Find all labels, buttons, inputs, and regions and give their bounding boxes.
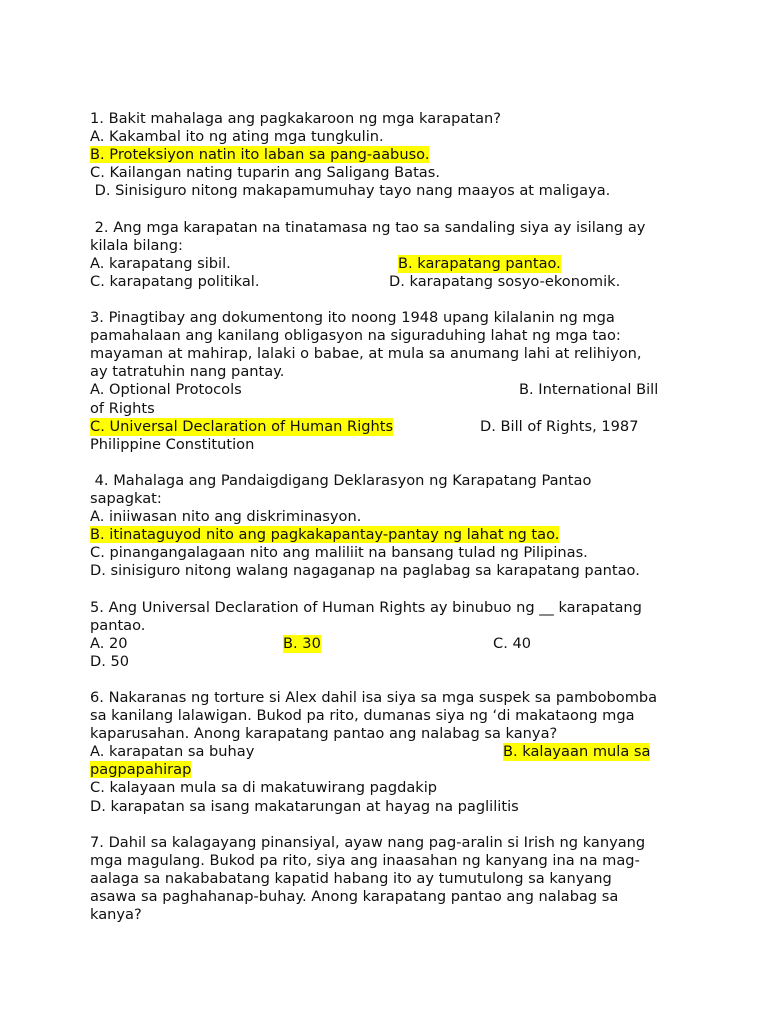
q2-options-cd: [90, 273, 690, 291]
q3-option-d-cont: Philippine Constitution: [90, 435, 255, 453]
q6-stem-line-1: 6. Nakaranas ng torture si Alex dahil isa siya sa mga suspek sa pambobomba: [90, 689, 658, 706]
q4-option-c: C. pinangangalagaan nito ang maliliit na bansang tulad ng Pilipinas.: [90, 544, 588, 562]
spacer: [90, 454, 690, 472]
q7-stem-line-2: mga magulang. Bukod pa rito, siya ang inaasahan ng kanyang ina na mag-: [90, 851, 640, 869]
spacer: [90, 816, 690, 834]
q2-option-a: A. karapatang sibil.: [90, 254, 231, 272]
q3-option-b: B. International Bill: [519, 381, 659, 399]
q6-option-a: A. karapatan sa buhay: [90, 743, 255, 761]
q5-option-c: C. 40: [493, 634, 532, 652]
answer-highlight: pagpapahirap: [90, 761, 192, 779]
q4-option-b: [90, 526, 690, 544]
q6-stem-line-2: sa kanilang lalawigan. Bukod pa rito, dumanas siya ng ‘di makataong mga: [90, 707, 635, 725]
q5-option-d: D. 50: [90, 652, 130, 670]
q3-option-c: C. Universal Declaration of Human Rights: [90, 417, 394, 435]
q1-option-a: A. Kakambal ito ng ating mga tungkulin.: [90, 128, 384, 146]
q7-stem-line-1: 7. Dahil sa kalagayang pinansiyal, ayaw nang pag-aralin si Irish ng kanyang: [90, 833, 646, 851]
q6-option-b: B. kalayaan mula sa: [503, 743, 651, 761]
q2-option-d: D. karapatang sosyo-ekonomik.: [389, 272, 621, 290]
q5-stem-line-1: 5. Ang Universal Declaration of Human Rights ay binubuo ng __ karapatang: [90, 598, 642, 616]
q6-stem-line-3: kaparusahan. Anong karapatang pantao ang nalabag sa kanya?: [90, 725, 558, 743]
q3-options-ab: [90, 381, 690, 399]
q6-option-c: C. kalayaan mula sa di makatuwirang pagdakip: [90, 779, 438, 797]
q4-stem-line-1: 4. Mahalaga ang Pandaigdigang Deklarasyon ng Karapatang Pantao: [90, 471, 592, 489]
answer-highlight: B. itinataguyod nito ang pagkakapantay-pantay ng lahat ng tao.: [90, 526, 560, 544]
answer-highlight: B. Proteksiyon natin ito laban sa pang-aabuso.: [90, 146, 430, 164]
q5-option-a: A. 20: [90, 634, 128, 652]
q3-stem-line-4: ay tatratuhin nang pantay.: [90, 363, 285, 381]
q5-options-abc: [90, 635, 690, 653]
spacer: [90, 291, 690, 309]
q1-option-d: D. Sinisiguro nitong makapamumuhay tayo nang maayos at maligaya.: [90, 182, 611, 200]
q2-stem-line-2: kilala bilang:: [90, 236, 183, 254]
q4-option-a: A. iniiwasan nito ang diskriminasyon.: [90, 508, 362, 526]
q5-stem-line-2: pantao.: [90, 616, 146, 634]
q7-stem-line-4: asawa sa paghahanap-buhay. Anong karapatang pantao ang nalabag sa: [90, 888, 619, 906]
q1-option-c: C. Kailangan nating tuparin ang Saligang Batas.: [90, 164, 440, 182]
spacer: [90, 200, 690, 218]
q3-option-d: D. Bill of Rights, 1987: [480, 417, 639, 435]
q4-stem-line-2: sapagkat:: [90, 489, 162, 507]
q3-option-b-cont: of Rights: [90, 399, 155, 417]
q7-stem-line-5: kanya?: [90, 906, 142, 924]
q6-option-b-cont: [90, 761, 690, 779]
q6-options-ab: [90, 743, 690, 761]
q3-option-a: A. Optional Protocols: [90, 381, 242, 399]
q5-option-b: B. 30: [283, 634, 321, 652]
spacer: [90, 580, 690, 598]
q4-option-d: D. sinisiguro nitong walang nagaganap na paglabag sa karapatang pantao.: [90, 562, 640, 580]
q3-stem-line-3: mayaman at mahirap, lalaki o babae, at mula sa anumang lahi at relihiyon,: [90, 345, 642, 363]
q2-options-ab: [90, 255, 690, 273]
quiz-document: [90, 110, 690, 924]
q2-option-b: B. karapatang pantao.: [398, 254, 561, 272]
q3-stem-line-2: pamahalaan ang kanilang obligasyon na siguraduhing lahat ng mga tao:: [90, 327, 621, 345]
q1-option-b: [90, 146, 690, 164]
q2-option-c: C. karapatang politikal.: [90, 272, 260, 290]
q6-option-d: D. karapatan sa isang makatarungan at hayag na paglilitis: [90, 797, 519, 815]
q3-stem-line-1: 3. Pinagtibay ang dokumentong ito noong 1948 upang kilalanin ng mga: [90, 309, 615, 327]
q7-stem-line-3: aalaga sa nakababatang kapatid habang ito ay tumutulong sa kanyang: [90, 869, 612, 887]
q2-stem-line-1: 2. Ang mga karapatan na tinatamasa ng tao sa sandaling siya ay isilang ay: [90, 218, 646, 236]
spacer: [90, 671, 690, 689]
q1-stem: 1. Bakit mahalaga ang pagkakaroon ng mga karapatan?: [90, 110, 502, 127]
q3-options-cd: [90, 418, 690, 436]
